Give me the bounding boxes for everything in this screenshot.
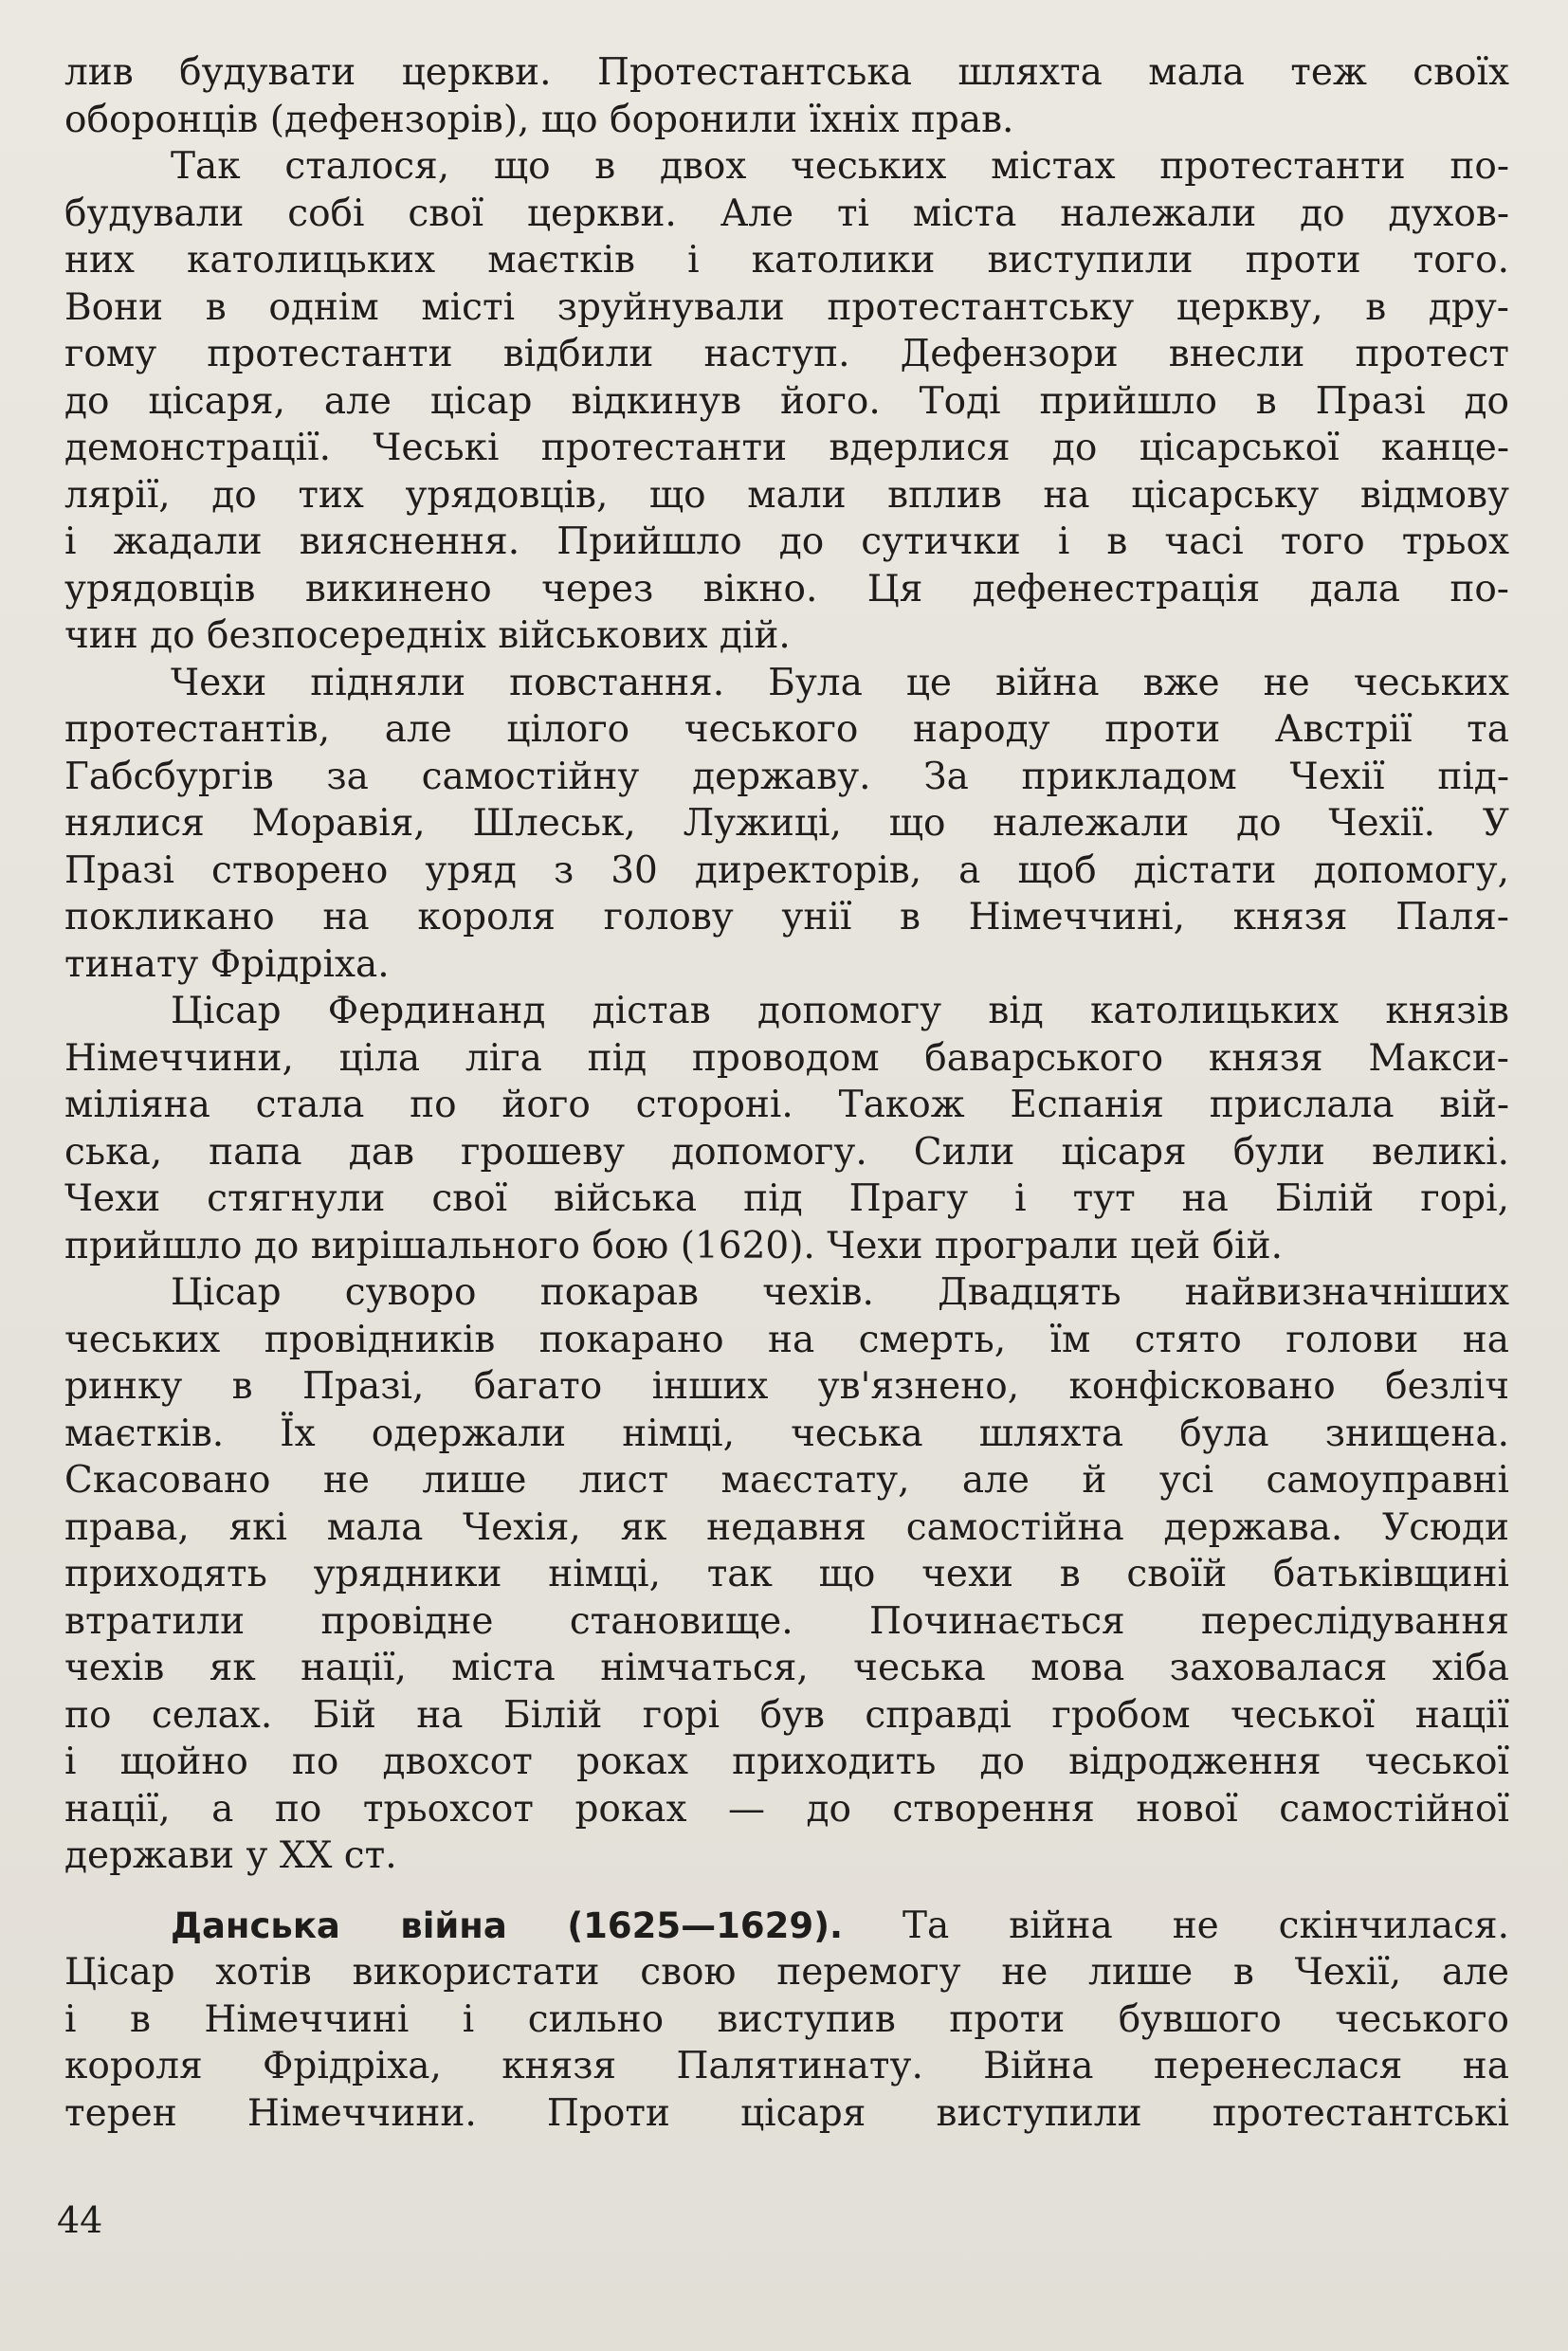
page-number: 44: [57, 2199, 103, 2241]
text-line: і щойно по двохсот роках приходить до відродження чеської: [64, 1740, 1509, 1783]
section-first-line: [64, 1903, 1509, 1950]
text-line: оборонців (дефензорів), що боронили їхніх прав.: [64, 98, 1014, 141]
section-heading-continuation: Та війна не скінчилася.: [843, 1904, 1509, 1947]
text-line: ська, папа дав грошеву допомогу. Сили цісаря були великі.: [64, 1130, 1509, 1174]
text-line: права, які мала Чехія, як недавня самостійна держава. Усюди: [64, 1505, 1509, 1549]
paragraph: [64, 988, 1509, 1269]
text-line: до цісаря, але цісар відкинув його. Тоді прийшло в Празі до: [64, 379, 1509, 423]
text-line: Цісар суворо покарав чехів. Двадцять найвизначніших: [171, 1271, 1509, 1314]
text-line: по селах. Бій на Білій горі був справді гробом чеської нації: [64, 1693, 1509, 1737]
text-line: Так сталося, що в двох чеських містах протестанти по-: [171, 145, 1509, 188]
text-line: нялися Моравія, Шлеськ, Лужиці, що належали до Чехії. У: [64, 802, 1509, 845]
text-line: Вони в однім місті зруйнували протестантську церкву, в дру-: [64, 285, 1509, 329]
text-line: і в Німеччині і сильно виступив проти бувшого чеського: [64, 1997, 1509, 2041]
paragraph: [64, 1269, 1509, 1880]
text-line: ринку в Празі, багато інших ув'язнено, конфісковано безліч: [64, 1365, 1509, 1408]
text-line: тинату Фрідріха.: [64, 942, 390, 986]
text-line: маєтків. Їх одержали німці, чеська шляхта була знищена.: [64, 1412, 1509, 1455]
text-line: Скасовано не лише лист маєстату, але й усі самоуправні: [64, 1459, 1509, 1502]
text-line: Габсбургів за самостійну державу. За прикладом Чехії під-: [64, 755, 1509, 798]
text-line: чехів як нації, міста німчаться, чеська мова заховалася хіба: [64, 1647, 1509, 1689]
text-line: нації, а по трьохсот роках — до створення нової самостійної: [64, 1787, 1509, 1831]
text-line: урядовців викинено через вікно. Ця дефенестрація дала по-: [64, 567, 1509, 611]
paragraph: [64, 49, 1509, 143]
text-line: терен Німеччини. Проти цісаря виступили протестантські: [64, 2091, 1509, 2135]
text-line: лив будувати церкви. Протестантська шляхта мала теж своїх: [64, 51, 1509, 94]
text-line: короля Фрідріха, князя Палятинату. Війна перенеслася на: [64, 2045, 1509, 2087]
text-line: Чехи підняли повстання. Була це війна вже не чеських: [171, 661, 1509, 704]
section-heading: Данська війна (1625—1629).: [171, 1904, 844, 1946]
text-line: покликано на короля голову унії в Німеччині, князя Паля-: [64, 896, 1509, 939]
paragraph: [64, 660, 1509, 989]
section-gap: [64, 1880, 1509, 1903]
text-line: чин до безпосередніх військових дій.: [64, 614, 791, 657]
text-line: них католицьких маєтків і католики виступили проти того.: [64, 239, 1509, 282]
text-line: і жадали вияснення. Прийшло до сутички і в часі того трьох: [64, 520, 1509, 563]
text-line: держави у XX ст.: [64, 1834, 397, 1877]
text-line: прийшло до вирішального бою (1620). Чехи програли цей бій.: [64, 1224, 1283, 1267]
section-danish-war: [64, 1903, 1509, 2138]
text-line: демонстрації. Чеські протестанти вдерлися до цісарської канце-: [64, 427, 1509, 469]
text-line: протестантів, але цілого чеського народу проти Австрії та: [64, 708, 1509, 751]
text-line: приходять урядники німці, так що чехи в своїй батьківщині: [64, 1553, 1509, 1595]
text-line: Чехи стягнули свої війська під Прагу і тут на Білій горі,: [64, 1177, 1509, 1220]
paragraph: [64, 143, 1509, 660]
body-text: [64, 49, 1509, 2137]
text-line: лярії, до тих урядовців, що мали вплив на цісарську відмову: [64, 473, 1509, 517]
text-line: Німеччини, ціла ліга під проводом баварського князя Макси-: [64, 1036, 1509, 1080]
text-line: Цісар Фердинанд дістав допомогу від католицьких князів: [171, 990, 1509, 1032]
text-line: міліяна стала по його стороні. Також Еспанія прислала вій-: [64, 1084, 1509, 1126]
text-line: втратили провідне становище. Починається переслідування: [64, 1599, 1509, 1643]
text-line: Празі створено уряд з 30 директорів, а щоб дістати допомогу,: [64, 848, 1509, 892]
text-line: гому протестанти відбили наступ. Дефензори внесли протест: [64, 333, 1509, 375]
text-line: Цісар хотів використати свою перемогу не лише в Чехії, але: [64, 1951, 1509, 1994]
text-line: будували собі свої церкви. Але ті міста належали до духов-: [64, 191, 1509, 235]
text-line: чеських провідників покарано на смерть, їм стято голови на: [64, 1318, 1509, 1361]
